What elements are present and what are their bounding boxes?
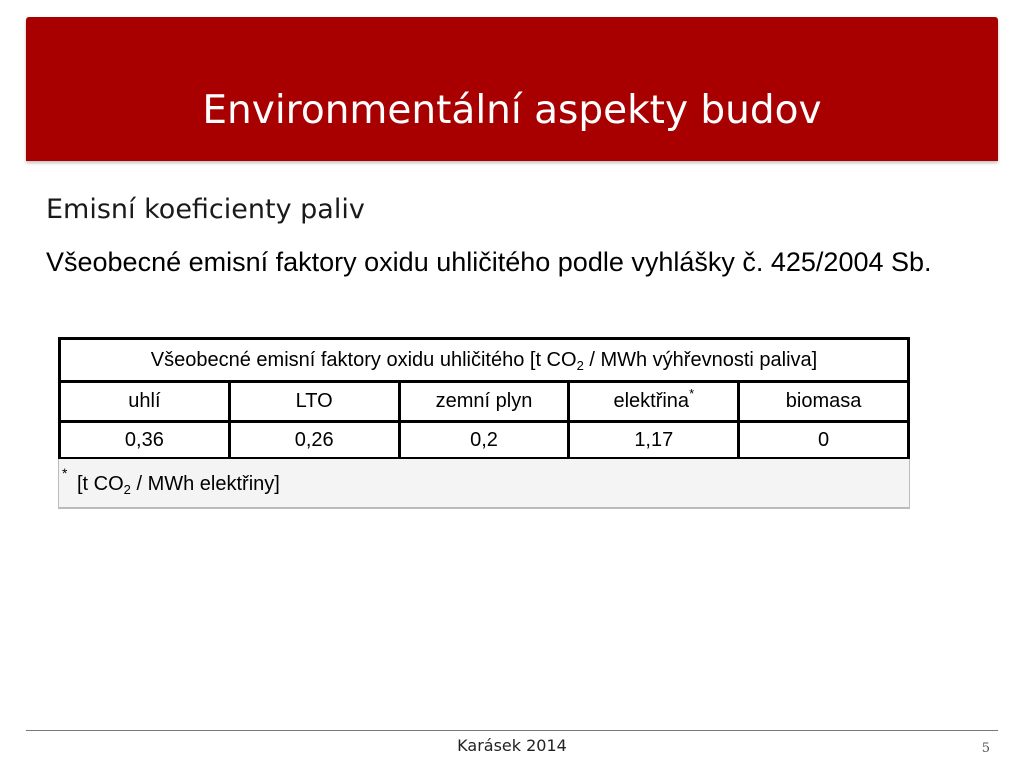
slide-description: Všeobecné emisní faktory oxidu uhličitého podle vyhlášky č. 425/2004 Sb. xyxy=(46,247,932,277)
footnote-suffix: / MWh elektřiny] xyxy=(130,473,280,495)
table-header-cell: zemní plyn xyxy=(399,382,569,422)
footer-author: Karásek 2014 xyxy=(457,736,567,755)
table-value-cell: 0,36 xyxy=(60,422,230,459)
footnote-marker: * xyxy=(62,465,68,481)
page-number: 5 xyxy=(981,741,990,756)
table-caption-suffix: / MWh výhřevnosti paliva] xyxy=(583,348,818,371)
emission-factors-table xyxy=(58,337,910,460)
footer-divider xyxy=(26,730,998,731)
table-header-cell: uhlí xyxy=(60,382,230,422)
table-header-cell: LTO xyxy=(229,382,399,422)
slide-title: Environmentální aspekty budov xyxy=(202,88,822,133)
table-caption xyxy=(60,339,909,382)
table-header-label: elektřina xyxy=(613,390,690,412)
footnote-text xyxy=(77,473,280,496)
footnote-subscript: 2 xyxy=(123,482,131,497)
table-header-cell xyxy=(569,382,739,422)
title-banner xyxy=(26,17,998,161)
table-footnote xyxy=(58,459,910,509)
footnote-marker: * xyxy=(689,386,695,401)
table-value-cell: 1,17 xyxy=(569,422,739,459)
table-caption-subscript: 2 xyxy=(576,357,584,373)
table-value-cell: 0,2 xyxy=(399,422,569,459)
table-value-cell: 0 xyxy=(739,422,909,459)
table-header-cell: biomasa xyxy=(739,382,909,422)
emission-factors-table-image xyxy=(58,337,910,509)
slide-subheading: Emisní koeficienty paliv xyxy=(46,194,365,225)
table-caption-prefix: Všeobecné emisní faktory oxidu uhličitého [t CO xyxy=(150,348,577,371)
table-value-cell: 0,26 xyxy=(229,422,399,459)
footnote-prefix: [t CO xyxy=(77,473,124,495)
